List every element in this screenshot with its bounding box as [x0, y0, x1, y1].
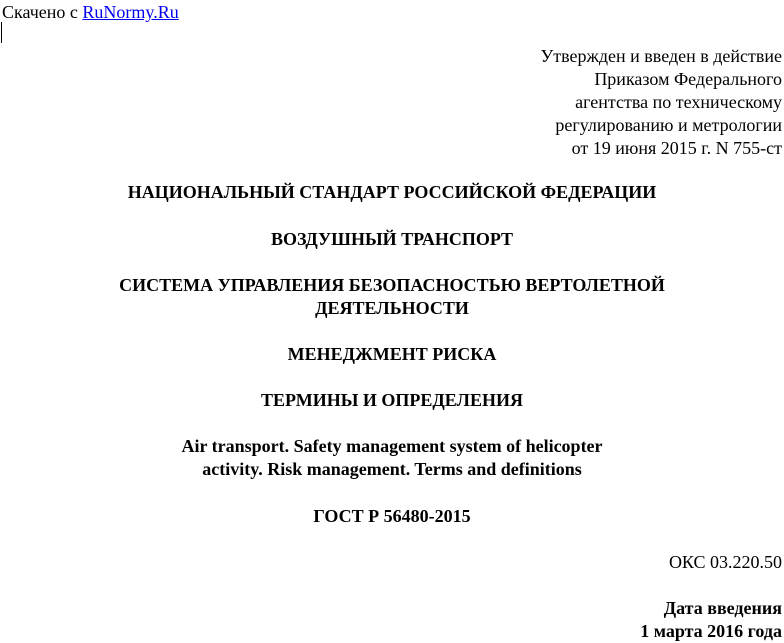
- english-title-line1: Air transport. Safety management system of helicopter: [181, 436, 603, 456]
- source-line: [2, 1, 179, 24]
- oks-code: ОКС 03.220.50: [668, 552, 782, 572]
- terms-heading: [0, 389, 784, 412]
- source-prefix: Скачено с: [2, 2, 83, 22]
- introduction-date: 1 марта 2016 года: [640, 621, 782, 641]
- text-cursor: [1, 22, 2, 43]
- system-heading: [0, 274, 784, 320]
- risk-management-heading: [0, 343, 784, 366]
- approval-line: агентства по техническому: [575, 92, 782, 112]
- approval-block: [362, 45, 782, 160]
- national-standard-heading: [0, 181, 784, 204]
- terms-title: ТЕРМИНЫ И ОПРЕДЕЛЕНИЯ: [261, 390, 523, 410]
- introduction-block: [640, 597, 782, 643]
- gost-heading: [0, 505, 784, 528]
- gost-number: ГОСТ Р 56480-2015: [313, 506, 471, 526]
- approval-line: от 19 июня 2015 г. N 755-ст: [571, 138, 782, 158]
- system-title-line2: ДЕЯТЕЛЬНОСТИ: [315, 298, 469, 318]
- national-standard-title: НАЦИОНАЛЬНЫЙ СТАНДАРТ РОССИЙСКОЙ ФЕДЕРАЦИИ: [127, 182, 657, 202]
- runormy-link[interactable]: RuNormy.Ru: [82, 2, 179, 22]
- risk-management-title: МЕНЕДЖМЕНТ РИСКА: [287, 344, 497, 364]
- approval-line: регулированию и метрологии: [555, 115, 782, 135]
- english-title-block: [0, 435, 784, 481]
- approval-line: Утвержден и введен в действие: [540, 46, 782, 66]
- introduction-label: Дата введения: [663, 598, 782, 618]
- air-transport-title: ВОЗДУШНЫЙ ТРАНСПОРТ: [270, 229, 514, 249]
- air-transport-heading: [0, 228, 784, 251]
- system-title-line1: СИСТЕМА УПРАВЛЕНИЯ БЕЗОПАСНОСТЬЮ ВЕРТОЛЕТНОЙ: [119, 275, 665, 295]
- english-title-line2: activity. Risk management. Terms and definitions: [202, 459, 582, 479]
- approval-line: Приказом Федерального: [594, 69, 782, 89]
